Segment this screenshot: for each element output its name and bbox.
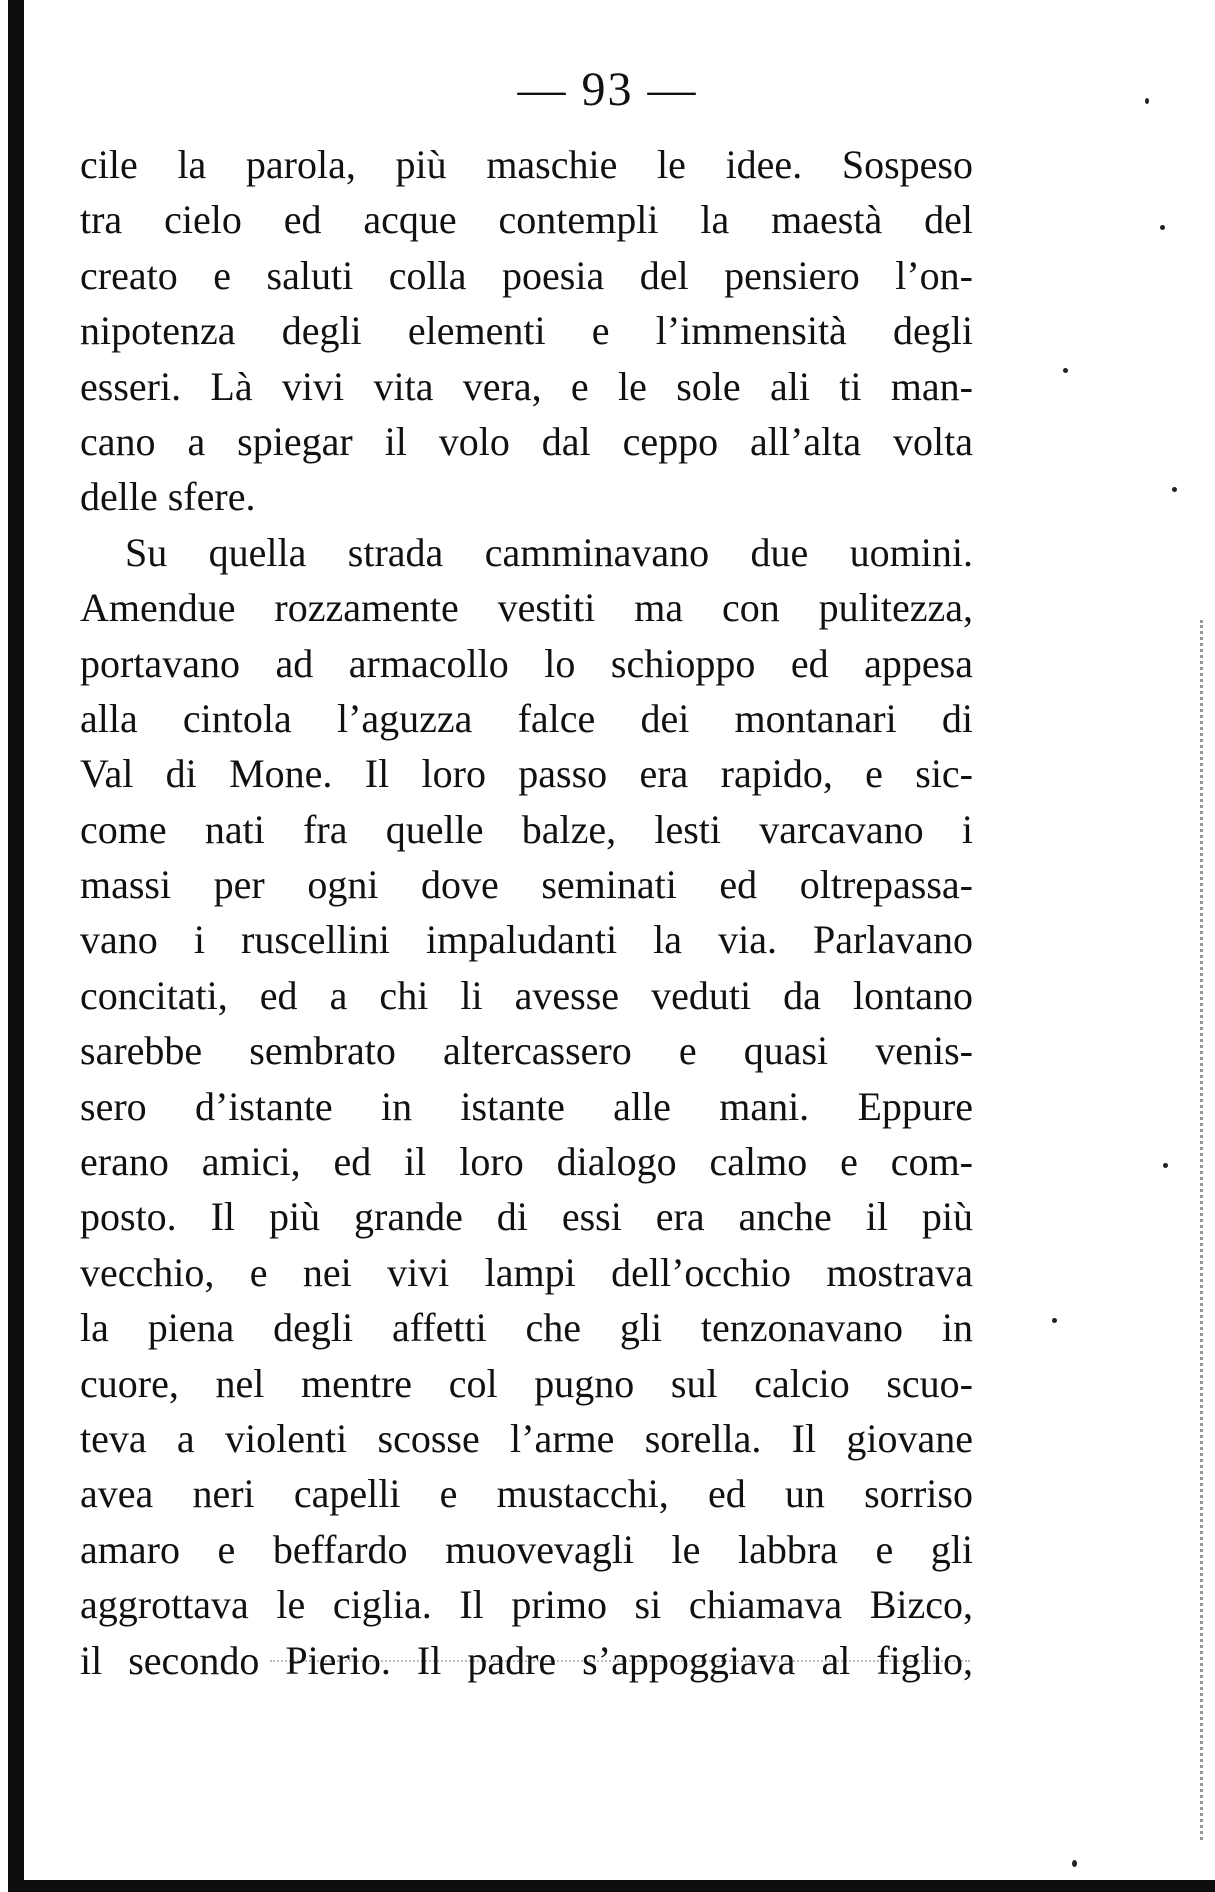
text-line: nipotenza degli elementi e l’immensità degli [80,308,973,354]
text-line: cile la parola, più maschie le idee. Sospeso [80,142,973,187]
text-line: concitati, ed a chi li avesse veduti da lontano [80,972,973,1018]
bottom-border-rule [8,1880,1215,1892]
scan-speck [1172,487,1177,492]
paragraph-start-line: Su quella strada camminavano due uomini. [125,529,973,575]
text-line: posto. Il più grande di essi era anche il più [80,1194,973,1240]
text-line: creato e saluti colla poesia del pensiero l’on- [80,252,973,298]
scan-speck [1072,1860,1077,1867]
text-line: portavano ad armacollo lo schioppo ed appesa [80,640,973,686]
text-line: aggrottava le ciglia. Il primo si chiamava Bizco, [80,1582,973,1628]
text-line: Amendue rozzamente vestiti ma con pulitezza, [80,585,973,631]
right-edge-noise [1200,620,1211,1840]
text-line: delle sfere. [80,474,256,520]
text-line: amaro e beffardo muovevagli le labbra e gli [80,1526,973,1572]
text-line: sero d’istante in istante alle mani. Eppure [80,1083,973,1129]
text-line: esseri. Là vivi vita vera, e le sole ali ti man- [80,363,973,409]
text-line: vano i ruscellini impaludanti la via. Parlavano [80,917,973,963]
text-line: sarebbe sembrato altercassero e quasi venis- [80,1028,973,1074]
text-line: teva a violenti scosse l’arme sorella. Il giovane [80,1415,973,1461]
text-line: il secondo Pierio. Il padre s’appoggiava al figlio, [80,1637,973,1683]
text-line: alla cintola l’aguzza falce dei montanari di [80,695,973,741]
body-text [80,137,973,1688]
text-line: erano amici, ed il loro dialogo calmo e com- [80,1139,973,1185]
scan-speck [1052,1318,1057,1323]
scan-speck [1163,1163,1168,1168]
text-line: come nati fra quelle balze, lesti varcavano i [80,806,973,852]
text-line: avea neri capelli e mustacchi, ed un sorriso [80,1471,973,1517]
text-line: Val di Mone. Il loro passo era rapido, e sic- [80,751,973,797]
left-border-rule [8,0,24,1892]
scan-speck [1160,225,1165,230]
scan-speck [1063,368,1068,373]
text-line: massi per ogni dove seminati ed oltrepassa- [80,862,973,908]
text-line: cano a spiegar il volo dal ceppo all’alta volta [80,418,973,464]
text-line: vecchio, e nei vivi lampi dell’occhio mostrava [80,1249,973,1295]
text-line: la piena degli affetti che gli tenzonavano in [80,1305,973,1351]
text-line: cuore, nel mentre col pugno sul calcio scuo- [80,1360,973,1406]
text-line: tra cielo ed acque contempli la maestà del [80,197,973,243]
page-number: — 93 — [517,63,698,116]
